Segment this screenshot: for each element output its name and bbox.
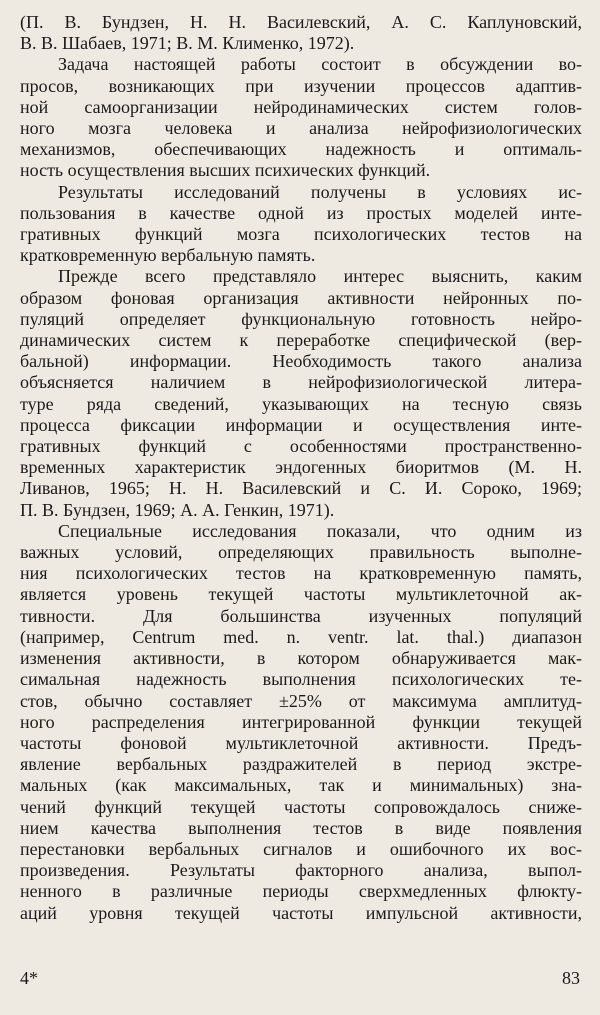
text-line: образом фоновая организация активности нейронных по- (20, 287, 582, 308)
text-line: Задача настоящей работы состоит в обсуждении во- (58, 54, 582, 75)
text-line: является уровень текущей частоты мультиклеточной ак- (20, 584, 582, 605)
text-line: тивности. Для большинства изученных популяций (20, 605, 582, 626)
text-line: произведения. Результаты факторного анализа, выпол- (20, 860, 582, 881)
page-number: 83 (562, 968, 580, 988)
text-line: кратковременную вербальную память. (20, 245, 316, 266)
text-line: динамических систем к переработке специфической (вер- (20, 330, 582, 351)
text-line: явление вербальных раздражителей в период экстре- (20, 754, 582, 775)
text-line: пуляций определяет функциональную готовность нейро- (20, 308, 582, 329)
text-line: Ливанов, 1965; Н. Н. Василевский и С. И. Сороко, 1969; (20, 478, 582, 499)
paragraph (20, 182, 582, 267)
paragraph (20, 521, 582, 924)
text-line: нием качества выполнения тестов в виде появления (20, 817, 582, 838)
text-line: механизмов, обеспечивающих надежность и оптималь- (20, 139, 582, 160)
page-body (20, 12, 582, 924)
text-line: ного мозга человека и анализа нейрофизиологических (20, 118, 582, 139)
text-line: объясняется наличием в нейрофизиологической литера- (20, 372, 582, 393)
paragraph (20, 266, 582, 520)
text-line: изменения активности, в котором обнаруживается мак- (20, 648, 582, 669)
text-line: симальная надежность выполнения психологических те- (20, 669, 582, 690)
text-line: чений функций текущей частоты сопровождалось сниже- (20, 796, 582, 817)
text-line: П. В. Бундзен, 1969; А. А. Генкин, 1971). (20, 499, 335, 520)
paragraph (20, 54, 582, 181)
page-footer (20, 968, 580, 992)
text-line: просов, возникающих при изучении процессов адаптив- (20, 75, 582, 96)
text-line: временных характеристик эндогенных биоритмов (М. Н. (20, 457, 582, 478)
text-line: туре ряда сведений, указывающих на тесную связь (20, 393, 582, 414)
text-line: Специальные исследования показали, что одним из (58, 520, 582, 541)
text-line: гративных функций с особенностями пространственно- (20, 436, 582, 457)
text-line: стов, обычно составляет ±25% от максимума амплитуд- (20, 690, 582, 711)
text-line: мальных (как максимальных, так и минимальных) зна- (20, 775, 582, 796)
text-line: процесса фиксации информации и осуществления инте- (20, 414, 582, 435)
text-line: Результаты исследований получены в условиях ис- (58, 181, 582, 202)
text-line: частоты фоновой мультиклеточной активности. Предъ- (20, 732, 582, 753)
text-line: Прежде всего представляло интерес выяснить, каким (58, 266, 582, 287)
text-line: ненного в различные периоды сверхмедленных флюкту- (20, 881, 582, 902)
text-line: гративных функций мозга психологических тестов на (20, 224, 582, 245)
text-line: В. В. Шабаев, 1971; В. М. Клименко, 1972). (20, 33, 355, 54)
text-line: бальной) информации. Необходимость такого анализа (20, 351, 582, 372)
signature-mark: 4* (20, 968, 38, 988)
text-line: пользования в качестве одной из простых моделей инте- (20, 202, 582, 223)
text-line: (например, Centrum med. n. ventr. lat. thal.) диапазон (20, 626, 582, 647)
text-line: перестановки вербальных сигналов и ошибочного их вос- (20, 838, 582, 859)
text-line: ность осуществления высших психических функций. (20, 160, 431, 181)
text-line: ной самоорганизации нейродинамических систем голов- (20, 96, 582, 117)
paragraph (20, 12, 582, 54)
text-line: аций уровня текущей частоты импульсной активности, (20, 902, 582, 923)
text-line: важных условий, определяющих правильность выполне- (20, 542, 582, 563)
text-line: ного распределения интегрированной функции текущей (20, 711, 582, 732)
text-line: ния психологических тестов на кратковременную память, (20, 563, 582, 584)
text-line: (П. В. Бундзен, Н. Н. Василевский, А. С. Каплуновский, (20, 12, 582, 32)
